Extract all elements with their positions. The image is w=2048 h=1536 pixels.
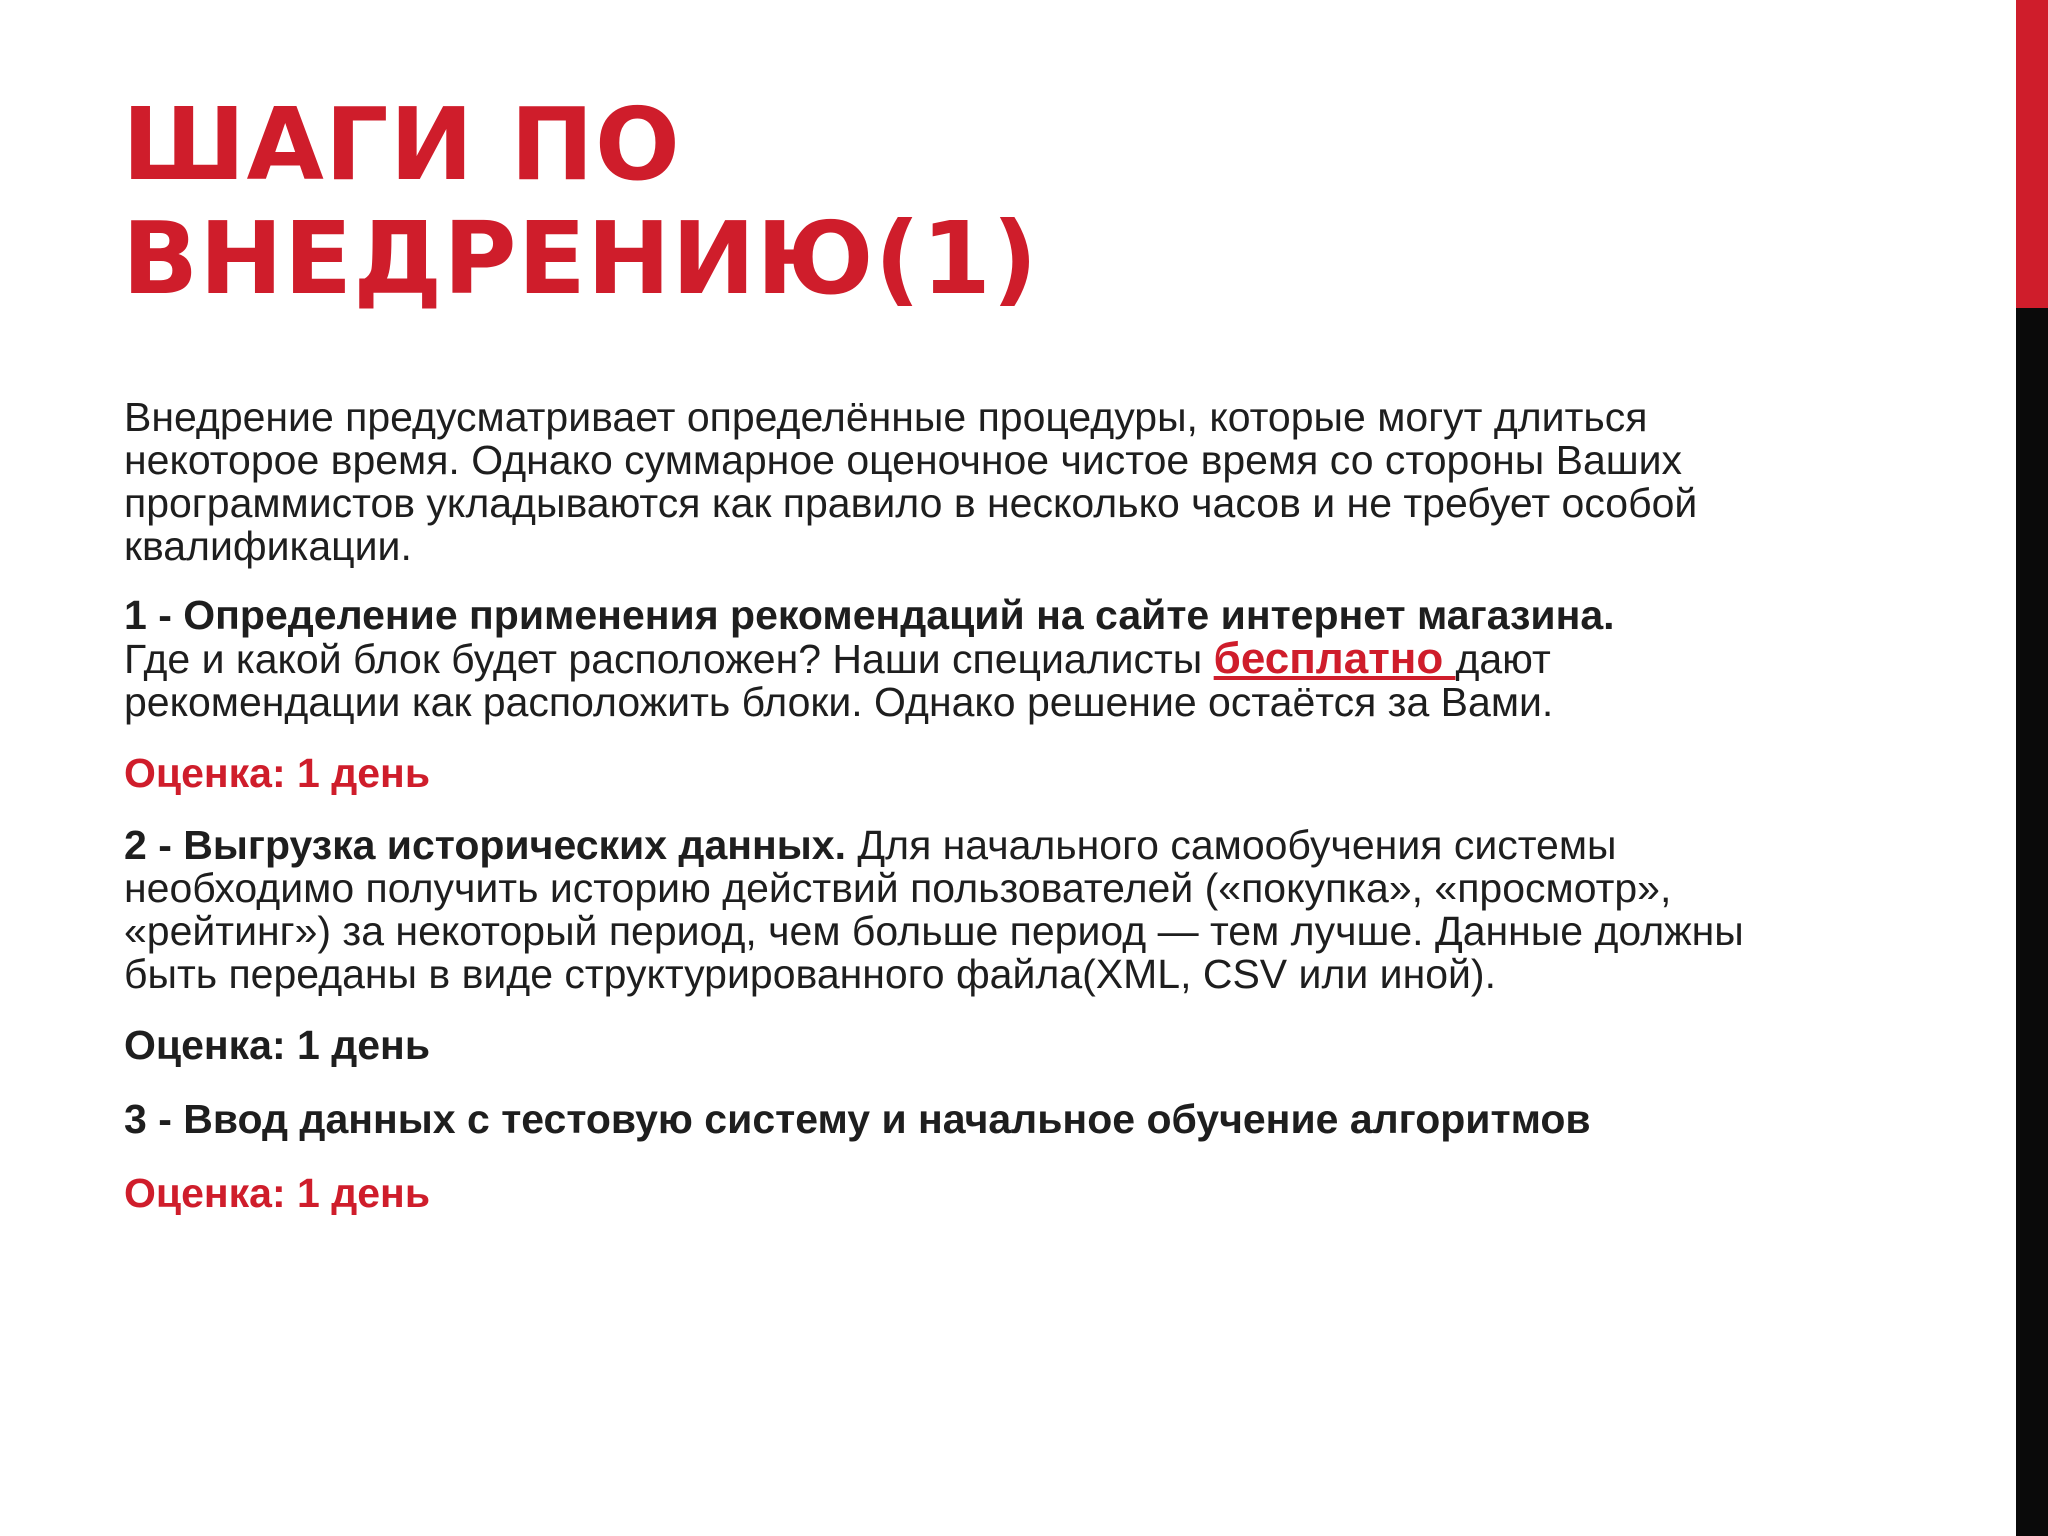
step-3-estimate: Оценка: 1 день (124, 1170, 431, 1216)
slide-title (122, 88, 1882, 316)
step-2-estimate: Оценка: 1 день (124, 1022, 431, 1068)
step-2-heading: 2 - Выгрузка исторических данных. (124, 822, 846, 868)
free-highlight-link[interactable]: бесплатно (1213, 634, 1456, 683)
intro-paragraph: Внедрение предусматривает определённые процедуры, которые могут длиться некоторое время. Однако суммарное оценочное чистое время со стороны Ваших программистов укладываются как правило в несколько часов и не требует особой квалификации. (124, 394, 1698, 569)
step-1-text-before: Где и какой блок будет расположен? Наши специалисты (124, 636, 1214, 682)
slide-title-line-2: ВНЕДРЕНИЮ(1) (122, 200, 1039, 317)
step-2-text: Для начального самообучения системы необходимо получить историю действий пользователей («покупка», «просмотр», «рейтинг») за некоторый период, чем больше период — тем лучше. Данные должны быть переданы в виде структурированного файла(XML, CSV или иной). (124, 822, 1744, 997)
step-1-text-after: дают рекомендации как расположить блоки. Однако решение остаётся за Вами. (124, 636, 1554, 725)
step-3-heading: 3 - Ввод данных с тестовую систему и начальное обучение алгоритмов (124, 1096, 1591, 1142)
side-accent-bar-dark (2016, 308, 2048, 1536)
step-1-paragraph (124, 594, 1804, 724)
side-accent-bar-red (2016, 0, 2048, 308)
slide-content (124, 396, 1804, 1244)
slide-title-line-1: ШАГИ ПО (122, 86, 681, 203)
step-2-paragraph (124, 824, 1804, 996)
step-1-heading: 1 - Определение применения рекомендаций на сайте интернет магазина. (124, 592, 1615, 638)
step-1-estimate: Оценка: 1 день (124, 750, 431, 796)
